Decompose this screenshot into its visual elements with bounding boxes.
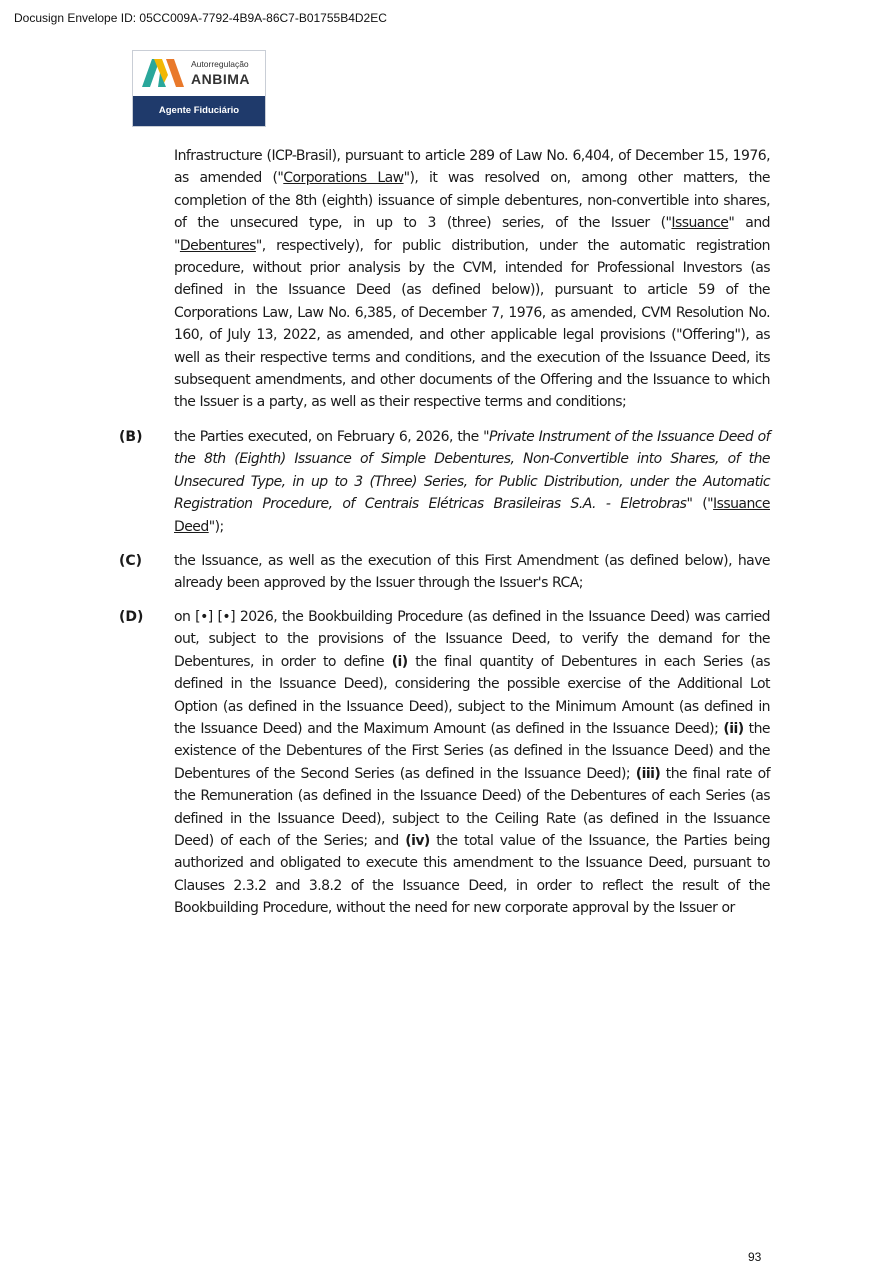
logo-top: [133, 51, 265, 94]
item-d-text-2: the final quantity of Debentures in each Series (as defined in the Issuance Deed), considering the possible exercise of the Additional Lot Option (as defined in the Issuance Deed), subject to the Minimum Amount (as defined in the Issuance Deed) and the Maximum Amount (as defined in the Issuance Deed);: [174, 653, 770, 738]
item-b-label: (B): [119, 429, 143, 445]
logo-brand: ANBIMA: [191, 71, 250, 87]
item-d-marker-ii: (ii): [723, 721, 744, 738]
item-c-paragraph: [174, 550, 770, 595]
logo-band: Agente Fiduciário: [133, 96, 265, 126]
item-b-paragraph: [174, 426, 770, 538]
item-b-text-3: ");: [208, 518, 224, 535]
item-b-text: [174, 426, 770, 538]
item-d-marker-i: (i): [391, 653, 408, 670]
logo-subtitle: Autorregulação: [191, 59, 249, 69]
item-c-text: the Issuance, as well as the execution of this First Amendment (as defined below), have already been approved by the Issuer through the Issuer's RCA;: [174, 553, 770, 592]
item-d-text-1: on [•] [•] 2026, the Bookbuilding Procedure (as defined in the Issuance Deed) was carried out, subject to the provisions of the Issuance Deed, to verify the demand for the Debentures, in order to define: [174, 609, 770, 670]
issuance-term: Issuance: [671, 215, 729, 232]
corporations-law-term: Corporations Law: [283, 170, 404, 187]
anbima-logo: [132, 50, 266, 127]
item-b-text-2: " (": [686, 496, 714, 513]
item-d-marker-iv: (iv): [405, 833, 430, 850]
intro-text-4: ", respectively), for public distribution, under the automatic registration procedure, without prior analysis by the CVM, intended for Professional Investors (as defined in the Issuance Deed (as defined below)), pursuant to article 59 of the Corporations Law, Law No. 6,385, of December 7, 1976, as amended, CVM Resolution No. 160, of July 13, 2022, as amended, and other applicable legal provisions ("Offering"), as well as their respective terms and conditions, and the execution of the Issuance Deed, its subsequent amendments, and other documents of the Offering and the Issuance to which the Issuer is a party, as well as their respective terms and conditions;: [174, 237, 770, 411]
envelope-id: Docusign Envelope ID: 05CC009A-7792-4B9A-86C7-B01755B4D2EC: [14, 11, 387, 25]
debentures-term: Debentures: [179, 237, 256, 254]
item-c-label: (C): [119, 553, 143, 569]
item-d-text-3: the existence of the Debentures of the First Series (as defined in the Issuance Deed) and the Debentures of the Second Series (as defined in the Issuance Deed);: [174, 721, 770, 782]
intro-text-3: " and ": [174, 215, 770, 254]
item-b-text-1: the Parties executed, on February 6, 2026, the ": [174, 429, 489, 445]
item-d-paragraph: [174, 606, 770, 920]
intro-paragraph: [174, 145, 770, 414]
page-number: 93: [748, 1250, 762, 1264]
anbima-mark-icon: [142, 59, 186, 87]
item-d-label: (D): [119, 609, 144, 625]
intro-text-1: Infrastructure (ICP-Brasil), pursuant to article 289 of Law No. 6,404, of December 15, 1976, as amended (": [174, 148, 770, 187]
item-d-marker-iii: (iii): [635, 765, 661, 782]
item-d-text-5: the total value of the Issuance, the Parties being authorized and obligated to execute this amendment to the Issuance Deed, pursuant to Clauses 2.3.2 and 3.8.2 of the Issuance Deed, in order to reflect the result of the Bookbuilding Procedure, without the need for new corporate approval by the Issuer or: [174, 833, 771, 917]
item-d-text-4: the final rate of the Remuneration (as defined in the Issuance Deed) of the Debentures of each Series (as defined in the Issuance Deed), subject to the Ceiling Rate (as defined in the Issuance Deed) of each of the Series; and: [174, 765, 771, 850]
issuance-deed-title: Private Instrument of the Issuance Deed of the 8th (Eighth) Issuance of Simple Debentures, Non-Convertible into Shares, of the Unsecured Type, in up to 3 (Three) Series, for Public Distribution, under the Automatic Registration Procedure, of Centrais Elétricas Brasileiras S.A. - Eletrobras: [174, 429, 770, 513]
intro-text: [174, 145, 770, 414]
intro-text-2: "), it was resolved on, among other matters, the completion of the 8th (eighth) issuance of simple debentures, non-convertible into shares, of the unsecured type, in up to 3 (three) series, of the Issuer (": [174, 170, 770, 232]
issuance-deed-term: Issuance Deed: [174, 496, 770, 535]
item-d-text: [174, 606, 770, 920]
